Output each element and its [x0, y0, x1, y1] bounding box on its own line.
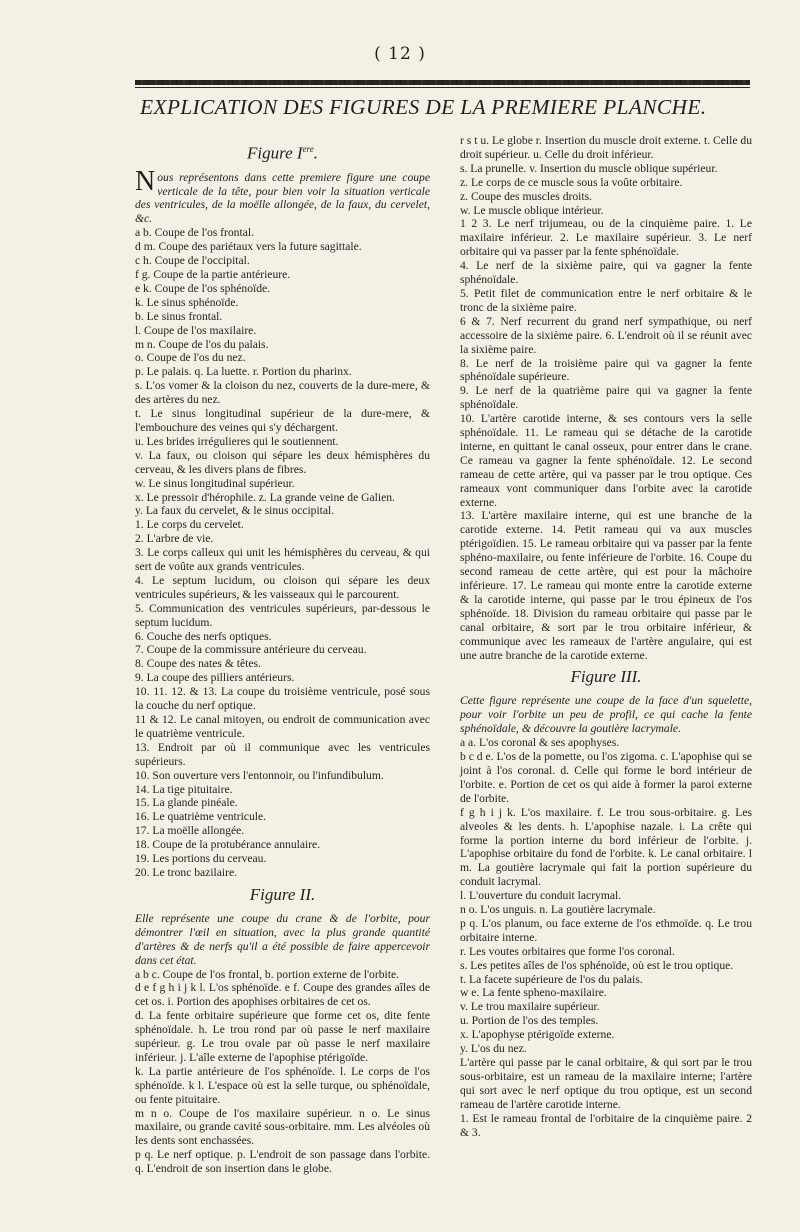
legend-item: m n o. Coupe de l'os maxilaire supérieur. n o. Le sinus maxilaire, ou grande cavité sous-orbitaire. mm. Les alvéoles où les dents sont enchassées. [135, 1106, 430, 1148]
legend-item: a b c. Coupe de l'os frontal, b. portion externe de l'orbite. [135, 967, 399, 981]
legend-item: 16. Le quatrième ventricule. [135, 810, 267, 824]
figure3-heading: Figure III. [570, 667, 642, 687]
legend-item: s. L'os vomer & la cloison du nez, couverts de la dure-mere, & des artères du nez. [135, 379, 430, 407]
legend-item: f g. Coupe de la partie antérieure. [135, 268, 291, 281]
legend-item: 8. Coupe des nates & têtes. [135, 657, 261, 671]
legend-item: l. Coupe de l'os maxilaire. [135, 323, 257, 337]
legend-item: 18. Coupe de la protubérance annulaire. [135, 838, 321, 852]
legend-item: w e. La fente spheno-maxilaire. [460, 986, 607, 1000]
legend-item: p q. L'os planum, ou face externe de l'os ethmoïde. q. Le trou orbitaire interne. [460, 916, 752, 944]
legend-item: L'artère qui passe par le canal orbitaire, & qui sort par le trou sous-orbitaire, est un rameau de la maxilaire interne; l'artère qui sort avec le nerf optique du trou optique, est un second rameau de l'artère carotide interne. [460, 1056, 752, 1111]
legend-item: e k. Coupe de l'os sphénoïde. [135, 281, 271, 295]
legend-item: 10. 11. 12. & 13. La coupe du troisième ventricule, posé sous la couche du nerf optique. [135, 685, 430, 713]
legend-item: m n. Coupe de l'os du palais. [135, 337, 269, 351]
legend-item: u. Les brides irrégulieres qui le soutiennent. [135, 434, 339, 448]
legend-item: t. La facete supérieure de l'os du palais. [460, 972, 643, 986]
legend-item: 10. L'artère carotide interne, & ses contours vers la selle sphénoïdale. 11. Le rameau qui se détache de la carotide interne, en quittant le canal osseux, pour entrer dans le crane. Ce rameau va gagner la fente sphénoïdale. 12. Le second rameau de cette artère, qui va passer par le trou optique. Ces rameaux vont communiquer dans l'orbite avec la carotide externe. [460, 412, 752, 509]
legend-item: x. L'apophyse ptérigoïde externe. [460, 1028, 615, 1042]
left-column [135, 134, 430, 1176]
legend-item: 9. La coupe des pilliers antérieurs. [135, 671, 295, 685]
legend-item: d m. Coupe des pariétaux vers la future sagittale. [135, 240, 362, 254]
legend-item: 11 & 12. Le canal mitoyen, ou endroit de communication avec le quatrième ventricule. [135, 713, 430, 740]
legend-item: 10. Son ouverture vers l'entonnoir, ou l'infundibulum. [135, 768, 384, 782]
legend-item: b c d e. L'os de la pomette, ou l'os zigoma. c. L'apophise qui se joint à l'os coronal. d. Celle qui forme le bord intérieur de l'orbite. e. Portion de cet os qui aide à former la paroi externe de l'orbite. [460, 750, 752, 805]
figure2-legend-continued [460, 134, 752, 662]
legend-item: k. La partie antérieure de l'os sphénoïde. l. Le corps de l'os sphénoïde. k l. L'espace où est la selle turque, ou sphénoïdale, ou fente pituitaire. [135, 1064, 430, 1106]
legend-item: w. Le muscle oblique intérieur. [460, 203, 604, 217]
legend-item: o. Coupe de l'os du nez. [135, 351, 246, 365]
legend-item: 7. Coupe de la commissure antérieure du cerveau. [135, 643, 367, 657]
figure2-heading: Figure II. [249, 884, 316, 904]
legend-item: 5. Communication des ventricules supérieurs, par-dessous le septum lucidum. [135, 601, 430, 629]
legend-item: 17. La moëlle allongée. [135, 824, 245, 838]
legend-item: b. Le sinus frontal. [135, 309, 223, 323]
legend-item: 4. Le septum lucidum, ou cloison qui sépare les deux ventricules supérieurs, & les vaisseaux qui le parcourent. [135, 573, 430, 601]
legend-item: r. Les voutes orbitaires que forme l'os coronal. [460, 944, 675, 958]
legend-item: d. La fente orbitaire supérieure que forme cet os, dite fente sphénoïdale. h. Le trou rond par où passe le nerf maxilaire supérieur. g. Le trou ovale par où passe le nerf maxilaire inférieur. j. L'aîle externe de l'apophise ptérigoïde. [135, 1009, 430, 1064]
legend-item: v. La faux, ou cloison qui sépare les deux hémisphères du cerveau, & les divers plans de fibres. [135, 448, 430, 476]
legend-item: f g h i j k. L'os maxilaire. f. Le trou sous-orbitaire. g. Les alveoles & les dents. h. L'apophise nazale. i. La crête qui forme la portion interne du bord inférieur de l'orbite. j. L'apophise orbitaire du fond de l'orbite. k. Le canal orbitaire. l m. La goutière lacrymale qui fait la portion supérieure du conduit lacrymal. [460, 805, 752, 889]
page-title: EXPLICATION DES FIGURES DE LA PREMIERE PLANCHE. [140, 95, 707, 119]
legend-item: z. Le corps de ce muscle sous la voûte orbitaire. [460, 175, 683, 189]
legend-item: 3. Le corps calleux qui unit les hémisphères du cerveau, & qui sert de voûte aux grands ventricules. [135, 546, 430, 574]
legend-item: 15. La glande pinéale. [135, 796, 238, 810]
legend-item: w. Le sinus longitudinal supérieur. [135, 476, 295, 490]
legend-item: u. Portion de l'os des temples. [460, 1014, 599, 1028]
figure2-intro: Elle représente une coupe du crane & de l'orbite, pour démontrer l'œil en situation, avec la plus grande quantité d'artères & de nerfs qu'il a été possible de faire appercevoir dans cet état. [135, 911, 430, 967]
legend-item: d e f g h i j k l. L'os sphénoïde. e f. Coupe des grandes aîles de cet os. i. Portion des apophises orbitaires de cet os. [135, 981, 430, 1009]
legend-item: t. Le sinus longitudinal supérieur de la dure-mere, & l'embouchure des veines qui s'y déchargent. [135, 407, 430, 434]
legend-item: a b. Coupe de l'os frontal. [135, 226, 254, 240]
page-number: ( 12 ) [374, 44, 426, 64]
figure3-legend [460, 736, 752, 1139]
figure2-legend [135, 968, 430, 1177]
figure1-intro: Nous représentons dans cette premiere figure une coupe verticale de la tête, pour bien voir la situation verticale des ventricules, de la moëlle allongée, de la faux, du cervelet, &c. [135, 165, 430, 226]
header-rule [135, 80, 750, 85]
legend-item: c h. Coupe de l'occipital. [135, 254, 250, 268]
legend-item: y. L'os du nez. [460, 1042, 527, 1056]
header-rule-thin [135, 87, 750, 88]
legend-item: 1. Est le rameau frontal de l'orbitaire de la cinquième paire. 2 & 3. [460, 1111, 752, 1139]
legend-item: s. La prunelle. v. Insertion du muscle oblique supérieur. [460, 161, 718, 175]
legend-item: 1. Le corps du cervelet. [135, 518, 244, 532]
right-column [460, 134, 752, 1139]
legend-item: n o. L'os unguis. n. La goutière lacrymale. [460, 903, 656, 917]
legend-item: 1 2 3. Le nerf trijumeau, ou de la cinquième paire. 1. Le maxilaire inférieur. 2. Le maxilaire supérieur. 3. Le nerf orbitaire qui va passer par la fente sphénoïdale. [460, 217, 752, 259]
legend-item: p. Le palais. q. La luette. r. Portion du pharinx. [135, 365, 352, 379]
legend-item: x. Le pressoir d'hérophile. z. La grande veine de Galien. [135, 490, 395, 504]
legend-item: 13. L'artère maxilaire interne, qui est une branche de la carotide externe. 14. Petit rameau qui va aux muscles ptérigoïdien. 15. Le rameau orbitaire qui va passer par la fente sphéno-maxilaire, ou fente inférieure de l'orbite. 16. Coupe du second rameau de cette artère, qui est pour la mâchoire inférieure. 17. Le rameau qui monte entre la carotide externe & la carotide interne, qui passe par le trou épineux de l'os sphénoïde. 18. Division du rameau orbitaire qui passe par le canal orbitaire, & sort par le trou orbitaire inférieur, & communique avec les rameaux de l'artère angulaire, qui est une autre branche de la carotide externe. [460, 509, 752, 662]
legend-item: 5. Petit filet de communication entre le nerf orbitaire & le tronc de la sixième paire. [460, 286, 752, 314]
drop-cap: N [135, 165, 156, 197]
figure1-heading: Figure Iere. [247, 143, 318, 163]
legend-item: 6 & 7. Nerf recurrent du grand nerf sympathique, ou nerf accessoire de la sixième paire. 6. L'endroit où il se réunit avec la sixième paire. [460, 314, 752, 356]
legend-item: 20. Le tronc bazilaire. [135, 865, 238, 879]
legend-item: v. Le trou maxilaire supérieur. [460, 1000, 600, 1014]
legend-item: y. La faux du cervelet, & le sinus occipital. [135, 504, 335, 518]
legend-item: z. Coupe des muscles droits. [460, 189, 593, 203]
legend-item: 13. Endroit par où il communique avec les ventricules supérieurs. [135, 740, 430, 768]
legend-item: 4. Le nerf de la sixième paire, qui va gagner la fente sphénoïdale. [460, 259, 752, 287]
legend-item: 6. Couche des nerfs optiques. [135, 629, 272, 643]
legend-item: 19. Les portions du cerveau. [135, 852, 267, 866]
legend-item: 2. L'arbre de vie. [135, 532, 214, 546]
legend-item: p q. Le nerf optique. p. L'endroit de son passage dans l'orbite. q. L'endroit de son insertion dans le globe. [135, 1148, 430, 1176]
figure3-intro: Cette figure représente une coupe de la face d'un squelette, pour voir l'orbite un peu de profil, ce qui cache la fente sphénoïdale, & découvre la goutière lacrymale. [460, 694, 752, 736]
legend-item: a a. L'os coronal & ses apophyses. [460, 736, 620, 750]
legend-item: l. L'ouverture du conduit lacrymal. [460, 889, 622, 903]
figure1-legend [135, 226, 430, 880]
legend-item: s. Les petites aîles de l'os sphénoïde, où est le trou optique. [460, 958, 734, 972]
legend-item: k. Le sinus sphénoïde. [135, 295, 239, 309]
legend-item: 8. Le nerf de la troisième paire qui va gagner la fente sphénoïdale supérieure. [460, 356, 752, 384]
legend-item: 14. La tige pituitaire. [135, 782, 233, 796]
legend-item: 9. Le nerf de la quatrième paire qui va gagner la fente sphénoïdale. [460, 384, 752, 412]
legend-item: r s t u. Le globe r. Insertion du muscle droit externe. t. Celle du droit supérieur. u. Celle du droit inférieur. [460, 134, 752, 161]
